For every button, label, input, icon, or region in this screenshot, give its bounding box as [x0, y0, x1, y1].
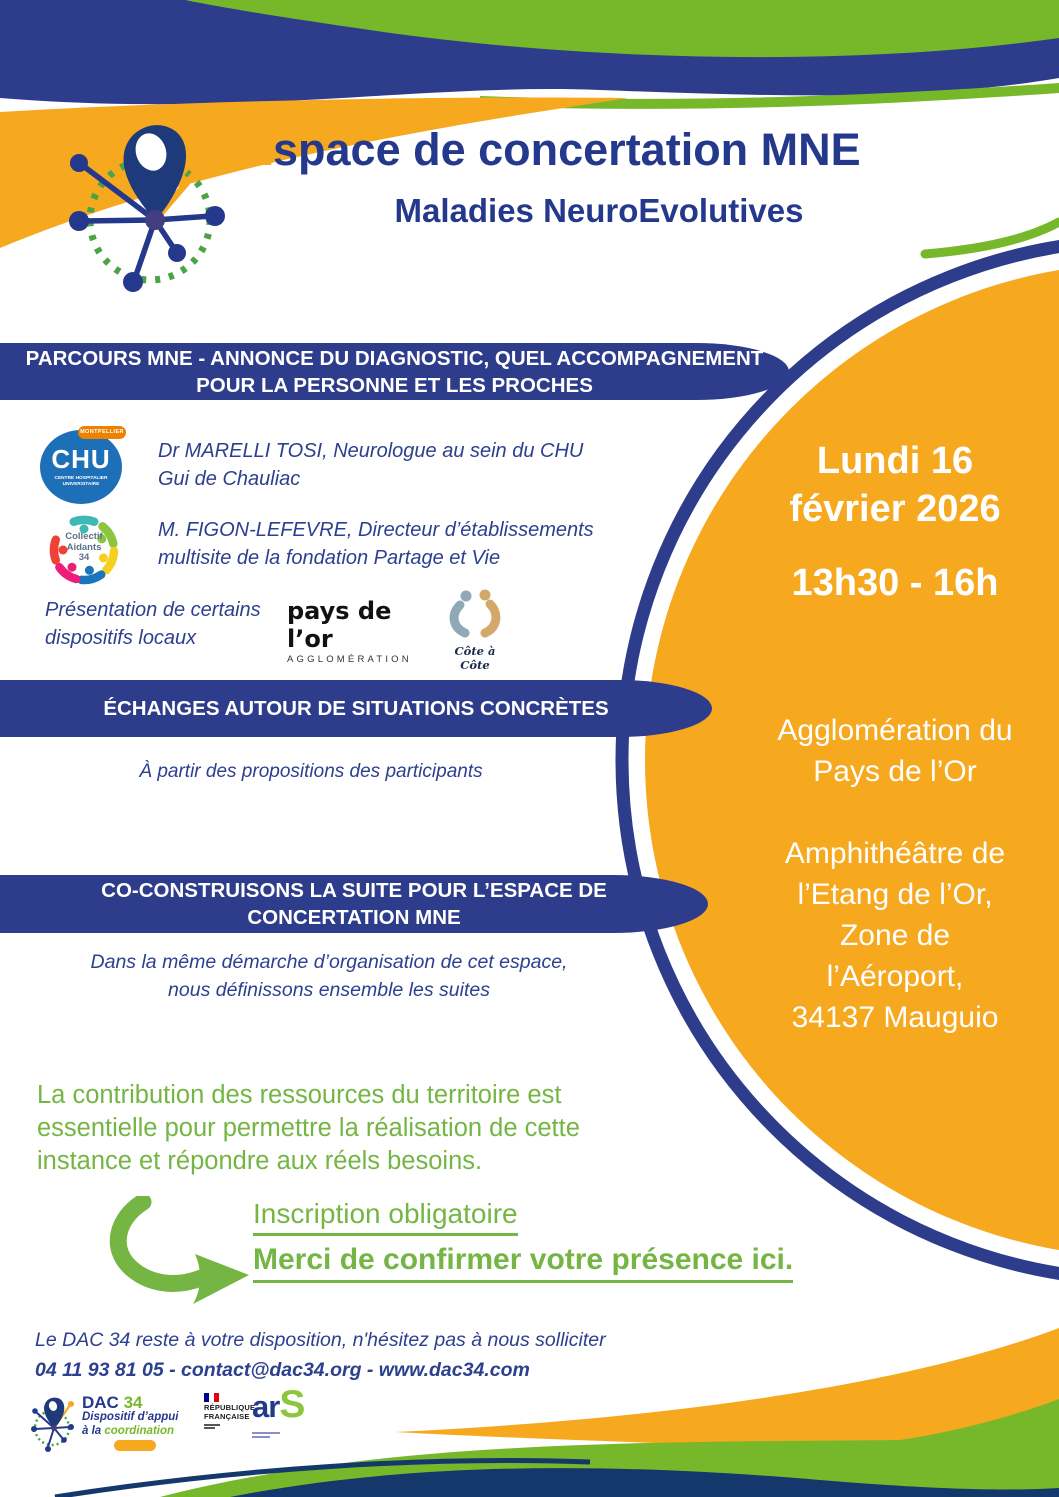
french-flag-icon	[204, 1393, 219, 1402]
mne-network-pin-logo	[52, 108, 252, 293]
chu-city-label: MONTPELLIER	[78, 426, 126, 439]
chu-name: CHU	[51, 444, 111, 474]
footer-contact-text: Le DAC 34 reste à votre disposition, n'hésitez pas à nous solliciter	[35, 1329, 606, 1351]
pays-de-lor-logo: pays de l’or AGGLOMÉRATION	[287, 597, 412, 665]
registration-label[interactable]: Inscription obligatoire	[253, 1198, 518, 1236]
speaker-1-text: Dr MARELLI TOSI, Neurologue au sein du CHU Gui de Chauliac	[158, 440, 584, 490]
registration-confirm-link[interactable]: Merci de confirmer votre présence ici.	[253, 1243, 793, 1283]
local-note: Présentation de certains dispositifs locaux	[45, 599, 261, 649]
cote-a-cote-heart-icon	[443, 588, 507, 638]
republique-francaise-logo: RÉPUBLIQUE FRANÇAISE	[204, 1393, 266, 1429]
session-banner-1: PARCOURS MNE - ANNONCE DU DIAGNOSTIC, QUEL ACCOMPAGNEMENT POUR LA PERSONNE ET LES PROCHES	[0, 343, 789, 400]
session-3-note: Dans la même démarche d’organisation de cet espace, nous définissons ensemble les suites	[90, 951, 568, 1001]
dac34-logo: DAC 34 Dispositif d’appui à la coordination	[28, 1392, 178, 1454]
registration-block	[253, 1198, 793, 1283]
collectif-aidants-34-logo: Collectif Aidants 34	[40, 506, 128, 599]
event-venue: Amphithéâtre de l’Etang de l’Or, Zone de l’Aéroport, 34137 Mauguio	[784, 837, 1006, 1034]
curved-arrow-icon	[105, 1196, 255, 1326]
dac34-pin-icon	[28, 1392, 78, 1454]
dac34-badge	[114, 1440, 156, 1451]
contribution-text: La contribution des ressources du territoire est essentielle pour permettre la réalisation de cette instance et répondre aux réels besoins.	[37, 1081, 580, 1175]
ars-smalltext-lines	[252, 1432, 304, 1438]
ars-logo: arS	[252, 1388, 304, 1438]
event-organizer: Agglomération du Pays de l’Or	[777, 714, 1013, 788]
footer-contact-details: 04 11 93 81 05 - contact@dac34.org - www.dac34.com	[35, 1359, 530, 1381]
speaker-2-text: M. FIGON-LEFEVRE, Directeur d’établissements multisite de la fondation Partage et Vie	[158, 519, 594, 569]
cote-a-cote-logo: Côte à Côte	[440, 588, 510, 672]
page-title	[243, 124, 955, 176]
chu-montpellier-logo: MONTPELLIER CHU CENTRE HOSPITALIER UNIVERSITAIRE	[40, 426, 124, 506]
footer-contact	[35, 1325, 606, 1385]
title-rest: space de concertation MNE	[273, 124, 861, 175]
session-banner-2: ÉCHANGES AUTOUR DE SITUATIONS CONCRÈTES	[0, 680, 712, 737]
session-banner-3: CO-CONSTRUISONS LA SUITE POUR L’ESPACE DE CONCERTATION MNE	[0, 875, 708, 933]
page-subtitle: Maladies NeuroEvolutives	[394, 192, 804, 229]
session-2-note: À partir des propositions des participants	[139, 761, 483, 782]
title-initial: E	[243, 124, 274, 175]
event-time: 13h30 - 16h	[791, 562, 999, 604]
event-date: Lundi 16 février 2026	[789, 440, 1001, 530]
